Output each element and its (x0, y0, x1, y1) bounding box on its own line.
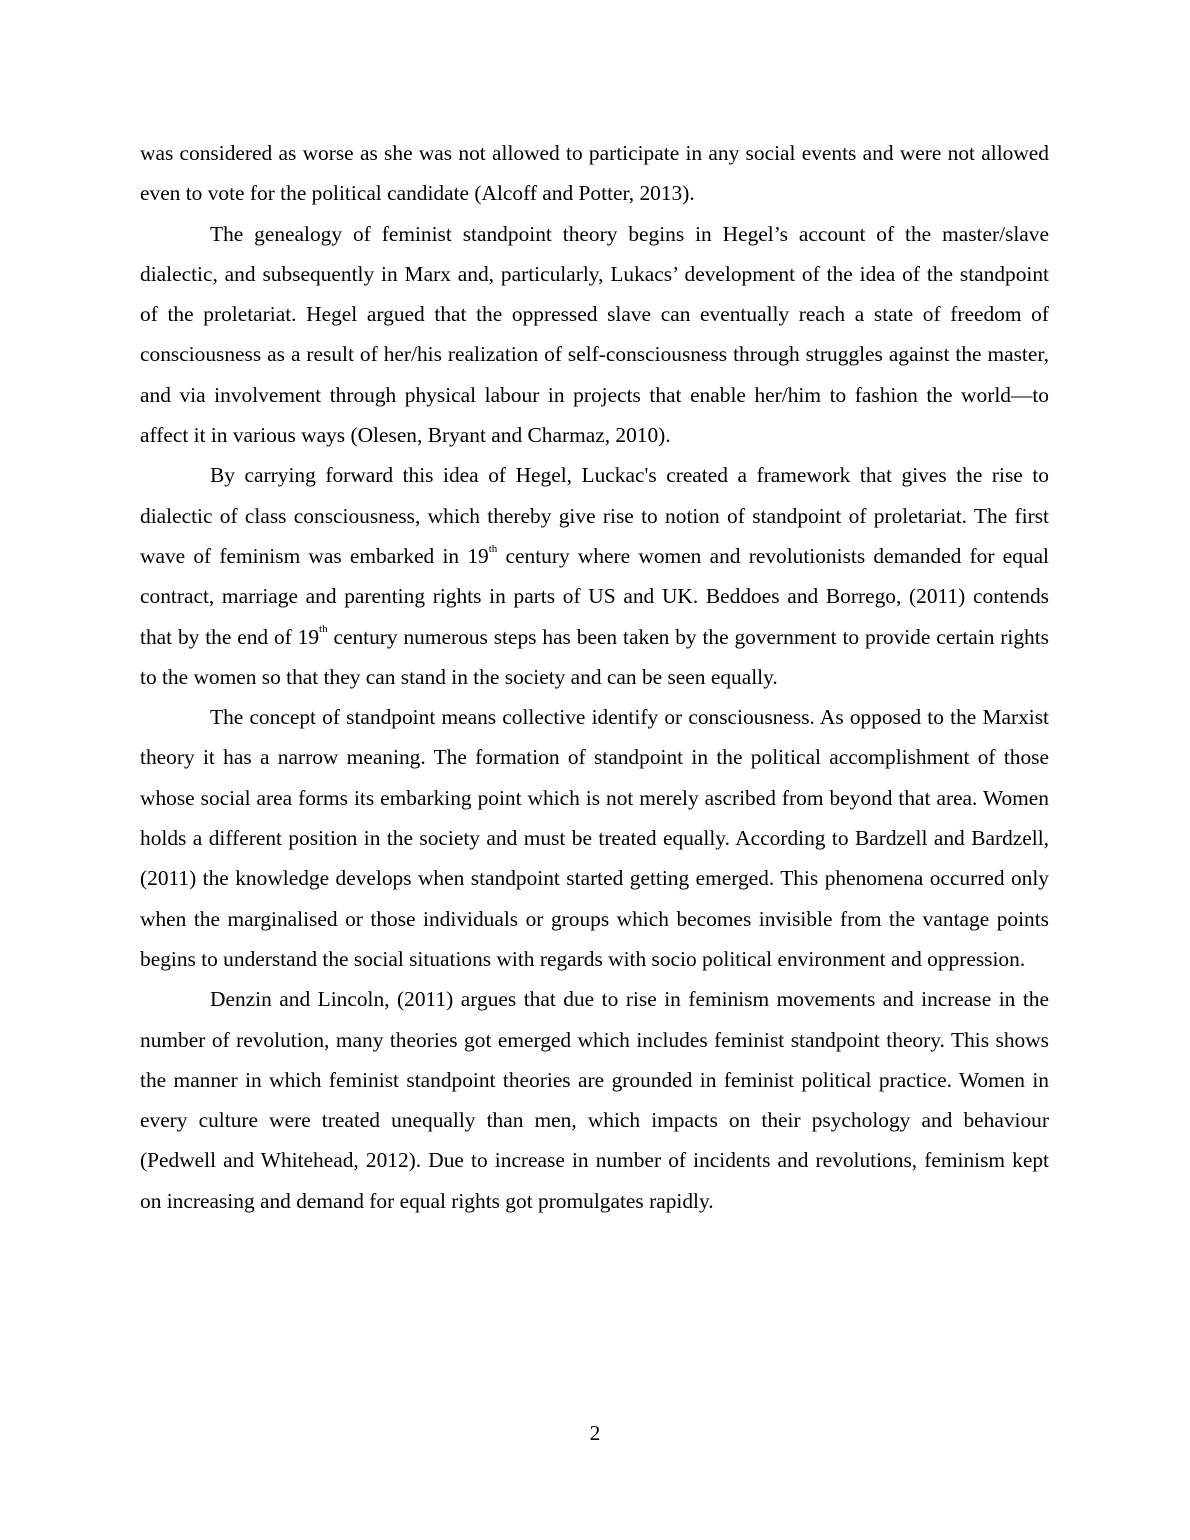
paragraph-text-segment: century numerous steps has been taken by the government to provide certain rights to the women so that they can stand in the society and can be seen equally. (140, 624, 1049, 689)
paragraph-hegel-luckac (140, 455, 1049, 697)
paragraph-denzin-lincoln: Denzin and Lincoln, (2011) argues that due to rise in feminism movements and increase in the number of revolution, many theories got emerged which includes feminist standpoint theory. This shows the manner in which feminist standpoint theories are grounded in feminist political practice. Women in every culture were treated unequally than men, which impacts on their psychology and behaviour (Pedwell and Whitehead, 2012). Due to increase in number of incidents and revolutions, feminism kept on increasing and demand for equal rights got promulgates rapidly. (140, 987, 1049, 1213)
paragraph-genealogy: The genealogy of feminist standpoint theory begins in Hegel’s account of the master/slave dialectic, and subsequently in Marx and, particularly, Lukacs’ development of the idea of the standpoint of the proletariat. Hegel argued that the oppressed slave can eventually reach a state of freedom of consciousness as a result of her/his realization of self-consciousness through struggles against the master, and via involvement through physical labour in projects that enable her/him to fashion the world—to affect it in various ways (Olesen, Bryant and Charmaz, 2010). (140, 221, 1049, 448)
paragraph-text-segment: By carrying forward this idea of Hegel, Luckac's created a framework that gives the rise to dialectic of class consciousness, which thereby give rise to notion of standpoint of proletariat. The first wave of feminism was embarked in 19 (140, 463, 1049, 568)
document-body (140, 133, 1049, 1221)
superscript-ordinal: th (488, 542, 498, 555)
page-number: 2 (589, 1421, 601, 1445)
superscript-ordinal: th (319, 623, 328, 636)
paragraph-standpoint-concept: The concept of standpoint means collective identify or consciousness. As opposed to the Marxist theory it has a narrow meaning. The formation of standpoint in the political accomplishment of those whose social area forms its embarking point which is not merely ascribed from beyond that area. Women holds a different position in the society and must be treated equally. According to Bardzell and Bardzell, (2011) the knowledge develops when standpoint started getting emerged. This phenomena occurred only when the marginalised or those individuals or groups which becomes invisible from the vantage points begins to understand the social situations with regards with socio political environment and oppression. (140, 705, 1049, 971)
paragraph-text-segment: century where women and revolutionists demanded for equal contract, marriage and parenting rights in parts of US and UK. Beddoes and Borrego, (2011) contends that by the end of 19 (140, 543, 1050, 649)
paragraph-continuation: was considered as worse as she was not allowed to participate in any social events and were not allowed even to vote for the political candidate (Alcoff and Potter, 2013). (140, 141, 1049, 206)
